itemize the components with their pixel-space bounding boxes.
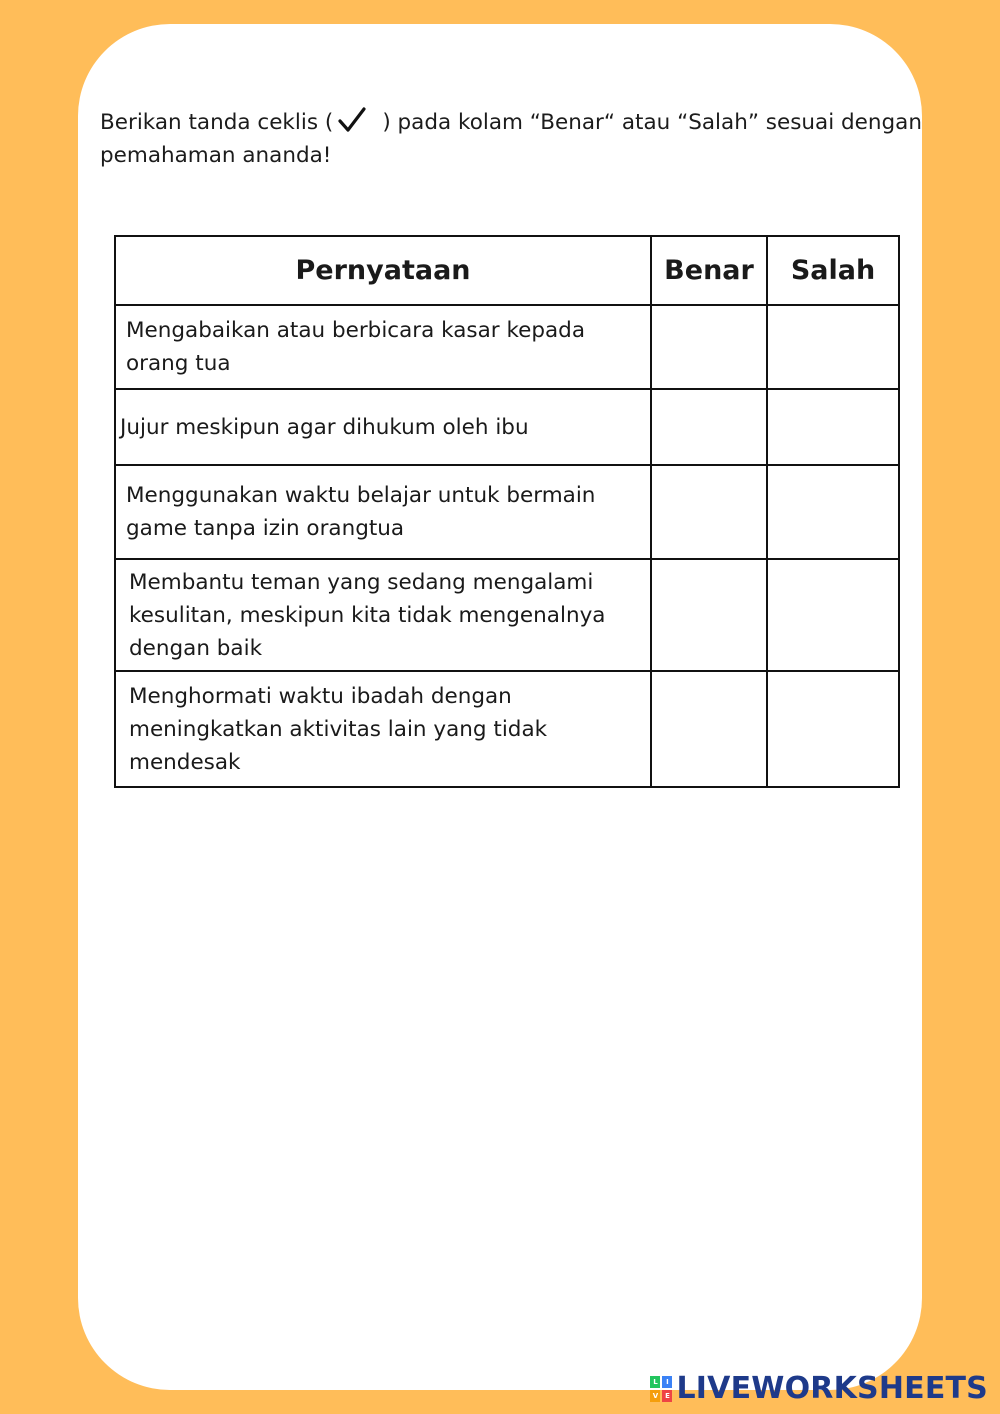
logo-letter: I — [662, 1376, 672, 1388]
instruction-line-1 — [100, 106, 922, 139]
logo-text: LIVEWORKSHEETS — [676, 1371, 988, 1406]
table-row — [115, 389, 899, 465]
statement-table — [114, 235, 900, 788]
statement-cell: Membantu teman yang sedang mengalami kesulitan, meskipun kita tidak mengenalnya dengan baik — [115, 559, 651, 671]
logo-letter: L — [650, 1376, 660, 1388]
instruction-text — [100, 106, 922, 172]
header-pernyataan: Pernyataan — [115, 236, 651, 305]
instruction-part-2: ) pada kolam “Benar“ atau “Salah” sesuai dengan — [382, 110, 922, 135]
table-row — [115, 305, 899, 389]
logo-blocks-icon — [650, 1376, 672, 1402]
salah-answer-cell[interactable] — [767, 465, 899, 559]
logo-letter: E — [662, 1390, 672, 1402]
instruction-line-2: pemahaman ananda! — [100, 143, 332, 168]
benar-answer-cell[interactable] — [651, 671, 767, 787]
benar-answer-cell[interactable] — [651, 465, 767, 559]
logo-letter: V — [650, 1390, 660, 1402]
statement-cell: Menghormati waktu ibadah dengan meningkatkan aktivitas lain yang tidak mendesak — [115, 671, 651, 787]
benar-answer-cell[interactable] — [651, 559, 767, 671]
table-row — [115, 465, 899, 559]
salah-answer-cell[interactable] — [767, 671, 899, 787]
table-row — [115, 559, 899, 671]
benar-answer-cell[interactable] — [651, 389, 767, 465]
salah-answer-cell[interactable] — [767, 559, 899, 671]
liveworksheets-logo[interactable] — [650, 1371, 988, 1406]
instruction-part-1: Berikan tanda ceklis ( — [100, 110, 334, 135]
statement-cell: Jujur meskipun agar dihukum oleh ibu — [115, 389, 651, 465]
checkmark-icon — [337, 106, 367, 134]
header-benar: Benar — [651, 236, 767, 305]
table-header-row — [115, 236, 899, 305]
header-salah: Salah — [767, 236, 899, 305]
salah-answer-cell[interactable] — [767, 305, 899, 389]
statement-cell: Mengabaikan atau berbicara kasar kepada orang tua — [115, 305, 651, 389]
salah-answer-cell[interactable] — [767, 389, 899, 465]
statement-cell: Menggunakan waktu belajar untuk bermain game tanpa izin orangtua — [115, 465, 651, 559]
benar-answer-cell[interactable] — [651, 305, 767, 389]
table-row — [115, 671, 899, 787]
